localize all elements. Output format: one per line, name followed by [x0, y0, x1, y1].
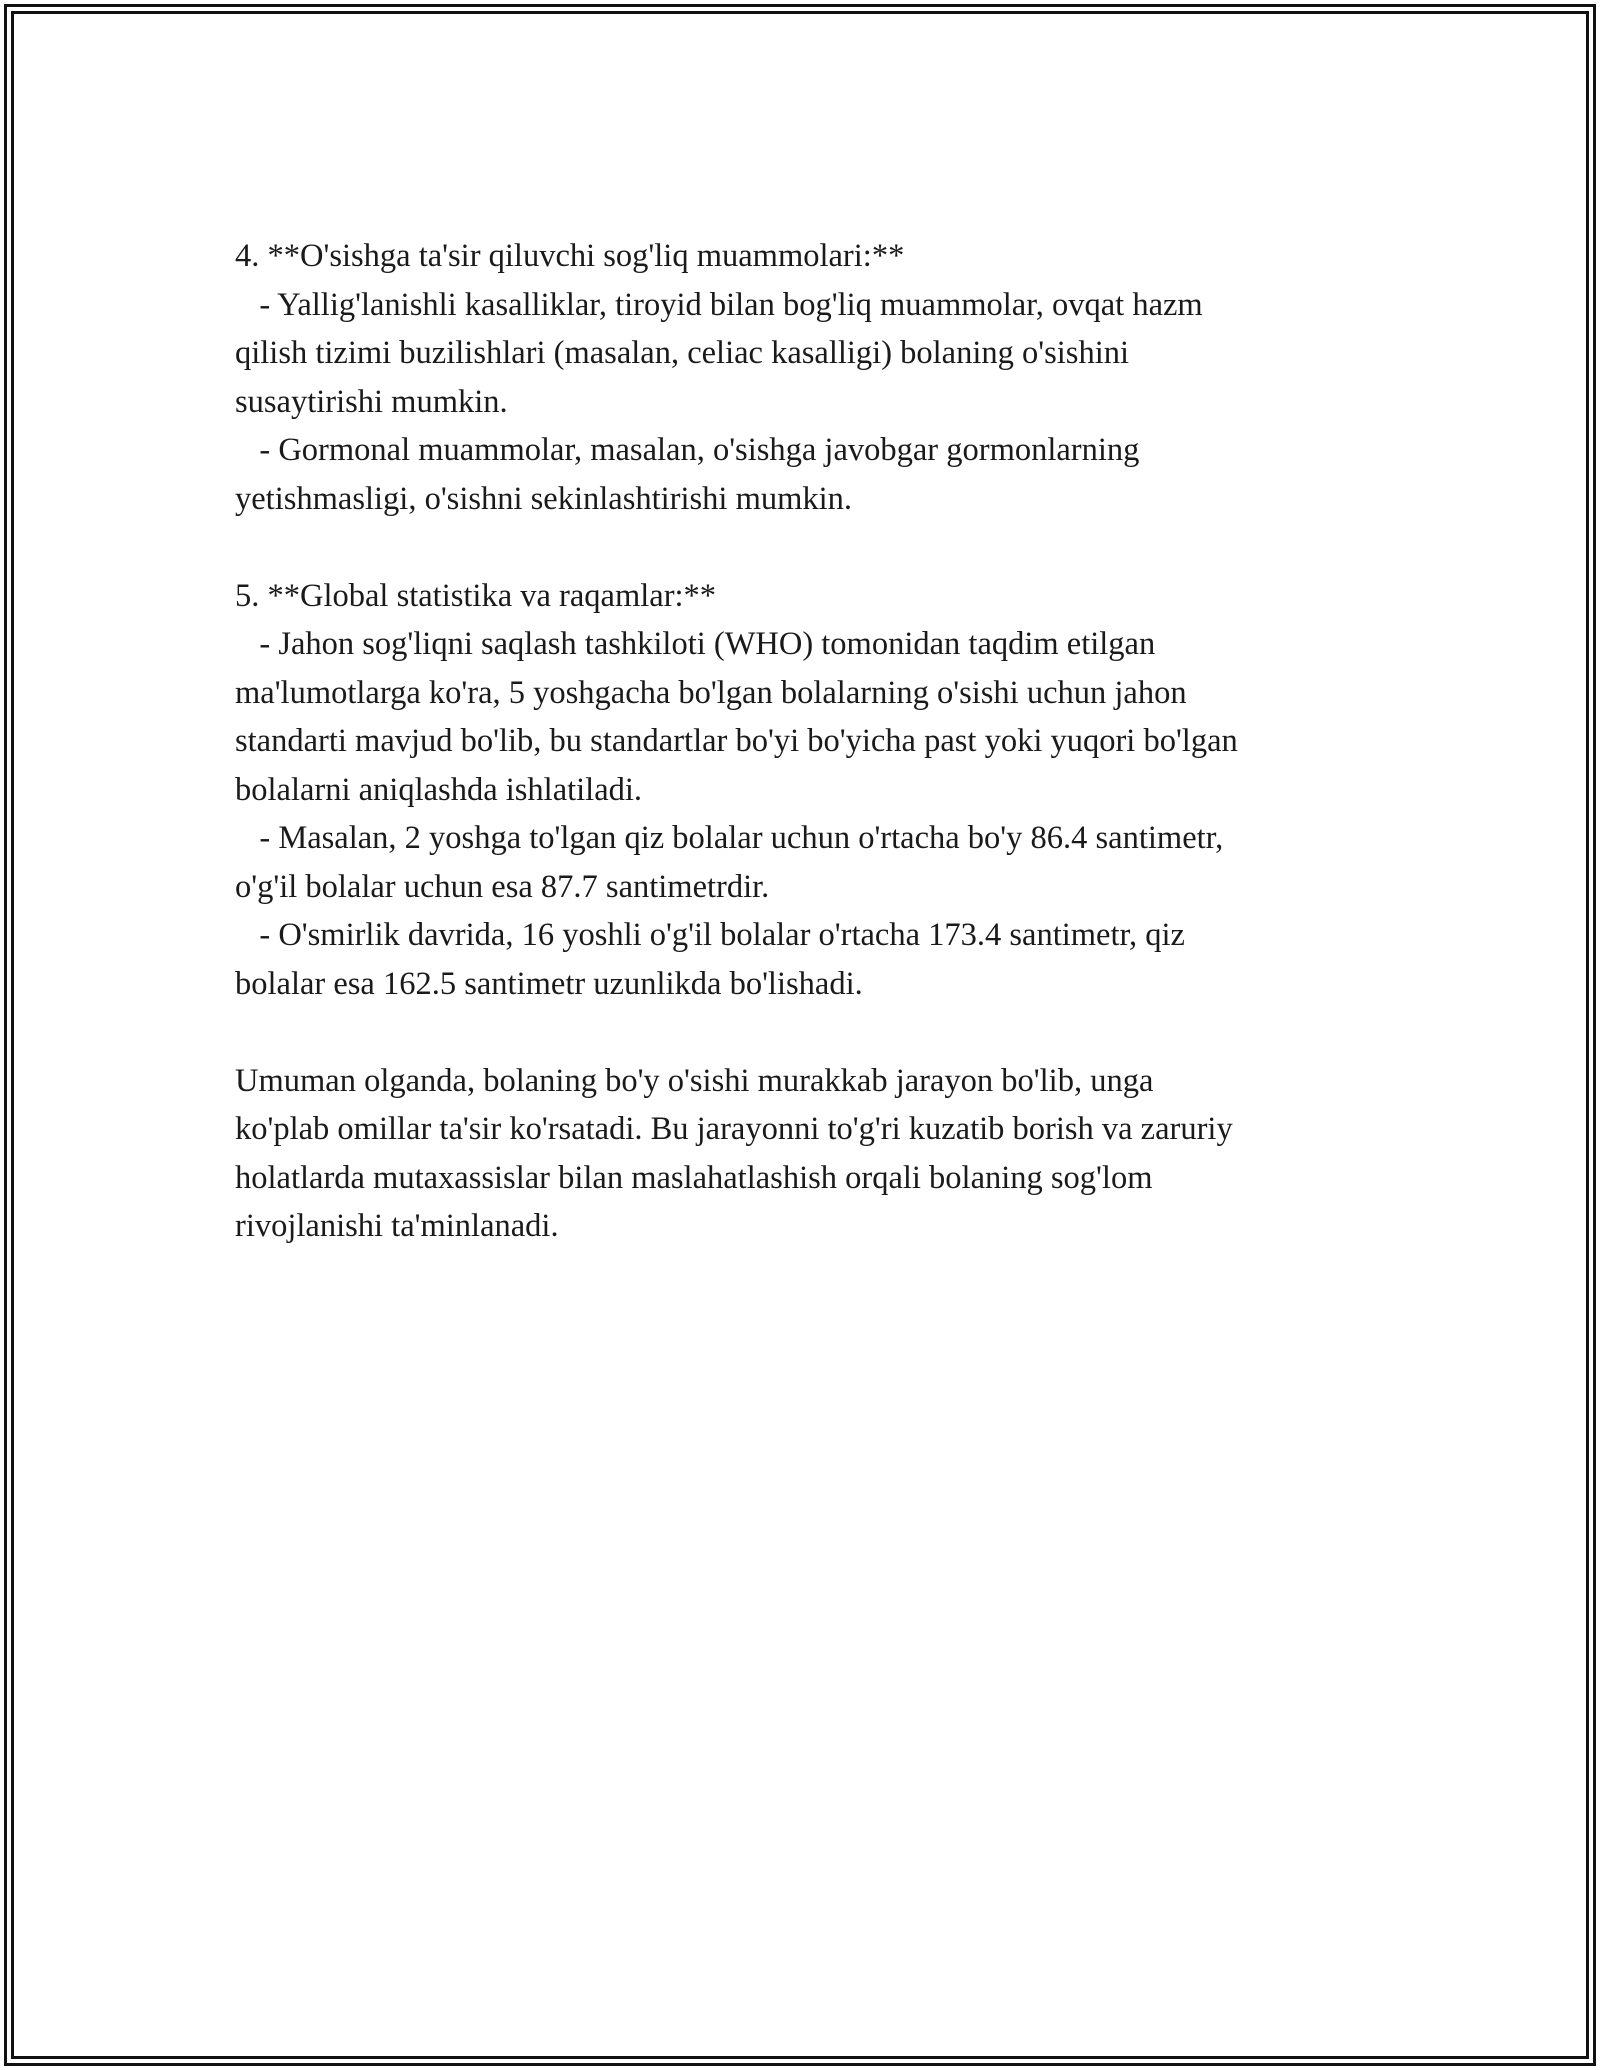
text-line: Umuman olganda, bolaning bo'y o'sishi murakkab jarayon bo'lib, unga — [235, 1062, 1154, 1099]
text-line: o'g'il bolalar uchun esa 87.7 santimetrdir. — [235, 868, 770, 905]
section-conclusion — [235, 1057, 1395, 1251]
text-line: ko'plab omillar ta'sir ko'rsatadi. Bu jarayonni to'g'ri kuzatib borish va zaruriy — [235, 1111, 1233, 1147]
text-line: - O'smirlik davrida, 16 yoshli o'g'il bolalar o'rtacha 173.4 santimetr, qiz — [235, 917, 1185, 953]
text-line: bolalar esa 162.5 santimetr uzunlikda bo'lishadi. — [235, 965, 863, 1002]
text-line: ma'lumotlarga ko'ra, 5 yoshgacha bo'lgan bolalarning o'sishi uchun jahon — [235, 674, 1187, 711]
text-line: susaytirishi mumkin. — [235, 383, 508, 420]
text-line: - Gormonal muammolar, masalan, o'sishga javobgar gormonlarning — [235, 432, 1140, 468]
text-line: rivojlanishi ta'minlanadi. — [235, 1208, 559, 1244]
text-line: - Jahon sog'liqni saqlash tashkiloti (WHO) tomonidan taqdim etilgan — [235, 626, 1156, 662]
section-global-statistics — [235, 572, 1395, 1009]
paragraph-gap — [235, 523, 1395, 572]
document-body — [235, 232, 1395, 1251]
section-heading: 4. **O'sishga ta'sir qiluvchi sog'liq muammolari:** — [235, 238, 905, 274]
text-line: - Yallig'lanishli kasalliklar, tiroyid bilan bog'liq muammolar, ovqat hazm — [235, 286, 1203, 323]
text-line: yetishmasligi, o'sishni sekinlashtirishi mumkin. — [235, 480, 853, 517]
text-line: holatlarda mutaxassislar bilan maslahatlashish orqali bolaning sog'lom — [235, 1159, 1153, 1196]
text-line: - Masalan, 2 yoshga to'lgan qiz bolalar uchun o'rtacha bo'y 86.4 santimetr, — [235, 820, 1224, 856]
paragraph-gap — [235, 1008, 1395, 1057]
text-line: standarti mavjud bo'lib, bu standartlar bo'yi bo'yicha past yoki yuqori bo'lgan — [235, 723, 1238, 759]
text-line: bolalarni aniqlashda ishlatiladi. — [235, 771, 643, 808]
section-health-problems — [235, 232, 1395, 523]
section-heading: 5. **Global statistika va raqamlar:** — [235, 577, 717, 614]
text-line: qilish tizimi buzilishlari (masalan, celiac kasalligi) bolaning o'sishini — [235, 335, 1130, 371]
